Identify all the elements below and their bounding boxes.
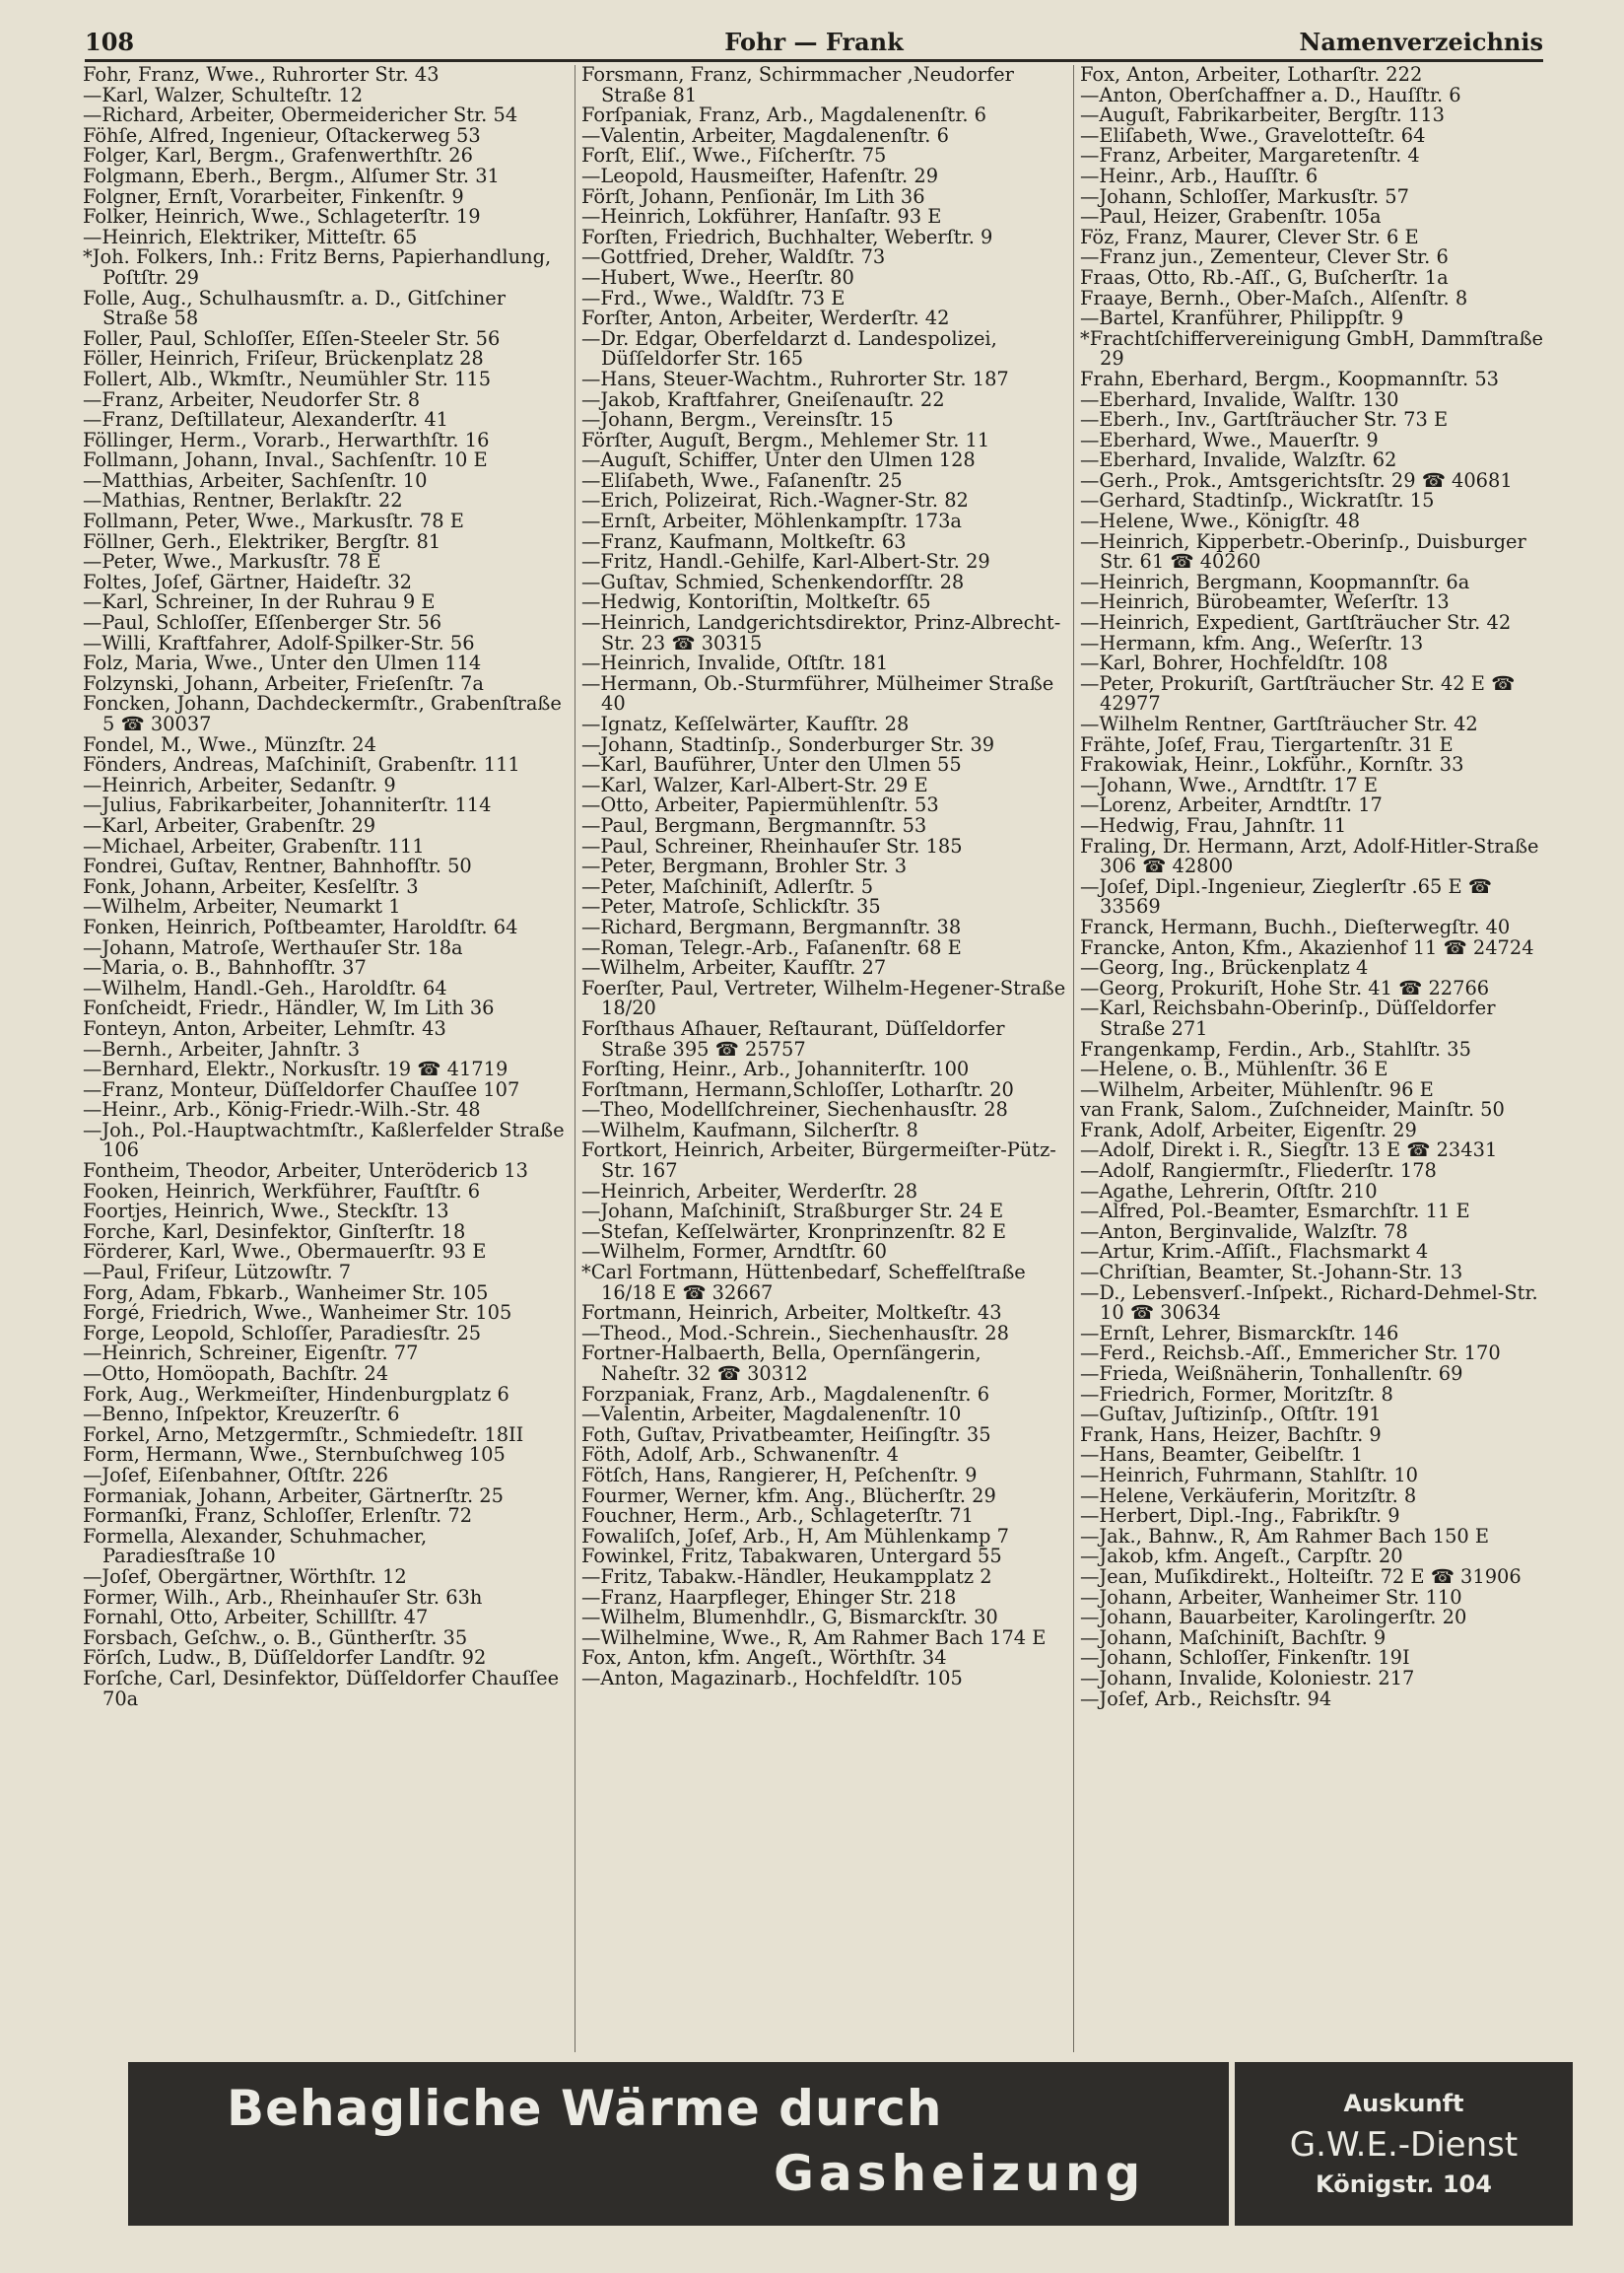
directory-entry: Fraling, Dr. Hermann, Arzt, Adolf-Hitler-Straße 306 ☎ 42800	[1080, 834, 1539, 878]
directory-entry: —Wilhelm, Arbeiter, Neumarkt 1	[83, 895, 401, 919]
directory-entry: Fox, Anton, kfm. Angeſt., Wörthſtr. 34	[581, 1646, 947, 1670]
directory-entry: —Heinrich, Schreiner, Eigenſtr. 77	[83, 1342, 419, 1365]
directory-entry: Föllinger, Herm., Vorarb., Herwarthſtr. 16	[83, 428, 490, 451]
directory-entry: —Heinrich, Kipperbetr.-Oberinſp., Duisburger Str. 61 ☎ 40260	[1080, 529, 1526, 574]
directory-entry: Forg, Adam, Fbkarb., Wanheimer Str. 105	[83, 1280, 489, 1304]
directory-entry: —Herbert, Dipl.-Ing., Fabrikſtr. 9	[1080, 1504, 1400, 1528]
directory-entry: Forſter, Anton, Arbeiter, Werderſtr. 42	[581, 307, 950, 330]
directory-entry: —Bernh., Arbeiter, Jahnſtr. 3	[83, 1037, 361, 1061]
directory-entry: Folle, Aug., Schulhausmſtr. a. D., Gitſchiner Straße 58	[83, 286, 506, 330]
directory-entry: —Karl, Arbeiter, Grabenſtr. 29	[83, 813, 376, 837]
directory-entry: —Eberhard, Invalide, Walſtr. 130	[1080, 387, 1399, 411]
directory-entry: —Fritz, Tabakw.-Händler, Heukampplatz 2	[581, 1564, 992, 1588]
directory-entry: Forsbach, Geſchw., o. B., Güntherſtr. 35	[83, 1625, 468, 1649]
directory-entry: Frähte, Joſef, Frau, Tiergartenſtr. 31 E	[1080, 732, 1454, 756]
directory-entry: Folker, Heinrich, Wwe., Schlageterſtr. 19	[83, 205, 481, 229]
directory-entry: Francke, Anton, Kfm., Akazienhof 11 ☎ 24724	[1080, 935, 1534, 959]
directory-entry: —Michael, Arbeiter, Grabenſtr. 111	[83, 834, 425, 858]
directory-entry: —Heinrich, Bürobeamter, Weſerſtr. 13	[1080, 590, 1450, 614]
directory-entry: *Joh. Folkers, Inh.: Fritz Berns, Papierhandlung, Poſtſtr. 29	[83, 245, 552, 289]
directory-entry: —Paul, Friſeur, Lützowſtr. 7	[83, 1261, 352, 1284]
directory-entry: Fooken, Heinrich, Werkführer, Fauſtſtr. 6	[83, 1179, 481, 1203]
directory-entry: —Hermann, kfm. Ang., Weſerſtr. 13	[1080, 631, 1424, 654]
directory-entry: —Peter, Maſchiniſt, Adlerſtr. 5	[581, 874, 874, 898]
directory-entry: Fowaliſch, Joſef, Arb., H, Am Mühlenkamp 7	[581, 1524, 1009, 1548]
directory-entry: Förderer, Karl, Wwe., Obermauerſtr. 93 E	[83, 1240, 487, 1264]
directory-entry: —Johann, Bauarbeiter, Karolingerſtr. 20	[1080, 1606, 1467, 1629]
directory-entry: —Jakob, Kraftfahrer, Gneiſenauſtr. 22	[581, 387, 945, 411]
directory-entry: —Eliſabeth, Wwe., Gravelotteſtr. 64	[1080, 123, 1426, 147]
directory-entry: —Johann, Wwe., Arndtſtr. 17 E	[1080, 773, 1379, 796]
directory-entry: Formaniak, Johann, Arbeiter, Gärtnerſtr. 25	[83, 1483, 504, 1507]
directory-entry: Fornahl, Otto, Arbeiter, Schillſtr. 47	[83, 1606, 429, 1629]
directory-entry: —Paul, Bergmann, Bergmannſtr. 53	[581, 813, 927, 837]
directory-entry: Förſter, Auguſt, Bergm., Mehlemer Str. 11	[581, 428, 990, 451]
directory-entry: —Heinrich, Arbeiter, Sedanſtr. 9	[83, 773, 396, 796]
directory-entry: Fonken, Heinrich, Poſtbeamter, Haroldſtr. 64	[83, 915, 518, 938]
directory-entry: Foller, Paul, Schloſſer, Eſſen-Steeler Str. 56	[83, 326, 501, 350]
directory-entry: —Richard, Arbeiter, Obermeidericher Str. 54	[83, 103, 518, 127]
directory-entry: —Georg, Prokuriſt, Hohe Str. 41 ☎ 22766	[1080, 976, 1490, 999]
directory-entry: —Auguſt, Fabrikarbeiter, Bergſtr. 113	[1080, 103, 1445, 127]
directory-entry: —Auguſt, Schiffer, Unter den Ulmen 128	[581, 448, 976, 472]
directory-entry: —Mathias, Rentner, Berlakſtr. 22	[83, 489, 403, 513]
directory-entry: —Eberhard, Wwe., Mauerſtr. 9	[1080, 428, 1379, 451]
directory-entry: —Heinrich, Invalide, Oſtſtr. 181	[581, 652, 889, 675]
directory-entry: Fohr, Franz, Wwe., Ruhrorter Str. 43	[83, 65, 440, 86]
directory-entry: —Heinr., Arb., König-Friedr.-Wilh.-Str. 48	[83, 1098, 481, 1122]
directory-entry: —Ignatz, Keſſelwärter, Kaufſtr. 28	[581, 713, 910, 735]
directory-entry: Fontheim, Theodor, Arbeiter, Unterödericb 13	[83, 1159, 528, 1183]
directory-entry: —Joſef, Dipl.-Ingenieur, Zieglerſtr .65 E ☎ 33569	[1080, 874, 1492, 919]
directory-entry: —Karl, Bohrer, Hochfeldſtr. 108	[1080, 652, 1388, 675]
running-title: Fohr — Frank	[724, 28, 904, 56]
advertisement-banner	[128, 2062, 1573, 2226]
directory-entry: —Joſef, Arb., Reichsſtr. 94	[1080, 1687, 1332, 1710]
directory-entry: Forſt, Eliſ., Wwe., Fiſcherſtr. 75	[581, 144, 887, 168]
directory-entry: Follert, Alb., Wkmſtr., Neumühler Str. 115	[83, 367, 492, 390]
directory-entry: —Adolf, Rangiermſtr., Fliederſtr. 178	[1080, 1159, 1437, 1183]
directory-entry: Frank, Adolf, Arbeiter, Eigenſtr. 29	[1080, 1118, 1417, 1141]
directory-entry: —Johann, Arbeiter, Wanheimer Str. 110	[1080, 1585, 1462, 1609]
directory-entry: Formella, Alexander, Schuhmacher, Paradiesſtraße 10	[83, 1524, 428, 1568]
directory-entry: Franck, Hermann, Buchh., Dieſterwegſtr. 40	[1080, 915, 1511, 938]
directory-entry: —Leopold, Hausmeiſter, Hafenſtr. 29	[581, 164, 939, 187]
directory-entry: —Karl, Walzer, Karl-Albert-Str. 29 E	[581, 773, 928, 796]
directory-entry: —Frieda, Weißnäherin, Tonhallenſtr. 69	[1080, 1362, 1463, 1385]
directory-entry: Föhſe, Alfred, Ingenieur, Oſtackerweg 53	[83, 123, 481, 147]
directory-entry: —Hedwig, Kontoriſtin, Moltkeſtr. 65	[581, 590, 931, 614]
directory-entry: —Hedwig, Frau, Jahnſtr. 11	[1080, 813, 1347, 837]
directory-entry: Folgmann, Eberh., Bergm., Alſumer Str. 31	[83, 164, 500, 187]
directory-entry: —Chriſtian, Beamter, St.-Johann-Str. 13	[1080, 1261, 1463, 1284]
directory-entry: —Theod., Mod.-Schrein., Siechenhausſtr. 28	[581, 1321, 1009, 1344]
advertisement-info	[1235, 2062, 1573, 2226]
directory-entry: Folger, Karl, Bergm., Grafenwerthſtr. 26	[83, 144, 473, 168]
directory-entry: —Benno, Inſpektor, Kreuzerſtr. 6	[83, 1403, 400, 1426]
directory-entry: Foltes, Joſef, Gärtner, Haideſtr. 32	[83, 570, 412, 593]
directory-entry: —Maria, o. B., Bahnhofſtr. 37	[83, 956, 367, 980]
directory-entry: Förſch, Ludw., B, Düſſeldorfer Landſtr. 92	[83, 1646, 487, 1670]
directory-entry: —Roman, Telegr.-Arb., Faſanenſtr. 68 E	[581, 935, 962, 959]
section-title: Namenverzeichnis	[1299, 28, 1543, 56]
directory-entry: Fortmann, Heinrich, Arbeiter, Moltkeſtr. 43	[581, 1301, 1002, 1325]
directory-entry: —Guſtav, Juſtizinſp., Oſtſtr. 191	[1080, 1403, 1382, 1426]
directory-entry: Forsmann, Franz, Schirmmacher ,Neudorfer Straße 81	[581, 65, 1014, 106]
directory-entry: Frakowiak, Heinr., Lokführ., Kornſtr. 33	[1080, 753, 1464, 777]
directory-entry: —Hermann, Ob.-Sturmführer, Mülheimer Straße 40	[581, 671, 1054, 716]
directory-entry: Frank, Hans, Heizer, Bachſtr. 9	[1080, 1422, 1382, 1446]
directory-entry: Fraaye, Bernh., Ober-Maſch., Alſenſtr. 8	[1080, 286, 1468, 310]
directory-entry: Föth, Adolf, Arb., Schwanenſtr. 4	[581, 1443, 899, 1467]
directory-entry: —D., Lebensverſ.-Inſpekt., Richard-Dehmel-Str. 10 ☎ 30634	[1080, 1280, 1538, 1325]
directory-entry: —Karl, Schreiner, In der Ruhrau 9 E	[83, 590, 436, 614]
column-1	[83, 65, 568, 2052]
directory-entry: Fonſcheidt, Friedr., Händler, W, Im Lith 36	[83, 997, 495, 1020]
directory-entry: —Wilhelm, Arbeiter, Kaufſtr. 27	[581, 956, 887, 980]
directory-entry: —Joh., Pol.-Hauptwachtmſtr., Kaßlerfelder Straße 106	[83, 1118, 565, 1162]
directory-entry: —Johann, Matroſe, Werthauſer Str. 18a	[83, 935, 463, 959]
directory-entry: Fonk, Johann, Arbeiter, Kesſelſtr. 3	[83, 874, 419, 898]
directory-entry: —Johann, Maſchiniſt, Bachſtr. 9	[1080, 1625, 1387, 1649]
directory-entry: Formanſki, Franz, Schloſſer, Erlenſtr. 72	[83, 1504, 473, 1528]
directory-entry: —Friedrich, Former, Moritzſtr. 8	[1080, 1382, 1393, 1406]
directory-entry: —Valentin, Arbeiter, Magdalenenſtr. 6	[581, 123, 949, 147]
directory-entry: Fönders, Andreas, Maſchiniſt, Grabenſtr. 111	[83, 753, 520, 777]
directory-entry: Fötſch, Hans, Rangierer, H, Peſchenſtr. 9	[581, 1463, 978, 1486]
directory-entry: —Frd., Wwe., Waldſtr. 73 E	[581, 286, 846, 310]
directory-entry: Forſten, Friedrich, Buchhalter, Weberſtr. 9	[581, 225, 993, 248]
directory-entry: Fork, Aug., Werkmeiſter, Hindenburgplatz 6	[83, 1382, 509, 1406]
directory-entry: —Franz, Kaufmann, Moltkeſtr. 63	[581, 529, 907, 553]
directory-entry: Fortkort, Heinrich, Arbeiter, Bürgermeiſter-Pütz-Str. 167	[581, 1138, 1056, 1183]
directory-entry: Folzynski, Johann, Arbeiter, Frieſenſtr. 7a	[83, 671, 484, 695]
directory-entry: —Ernſt, Lehrer, Bismarckſtr. 146	[1080, 1321, 1399, 1344]
directory-entry: —Anton, Oberſchaffner a. D., Hauſſtr. 6	[1080, 83, 1461, 106]
advertisement-slogan	[128, 2062, 1227, 2226]
directory-entry: —Paul, Heizer, Grabenſtr. 105a	[1080, 205, 1382, 229]
directory-entry: Fonteyn, Anton, Arbeiter, Lehmſtr. 43	[83, 1016, 446, 1040]
directory-entry: Forgé, Friedrich, Wwe., Wanheimer Str. 105	[83, 1301, 512, 1325]
directory-entry: Follmann, Johann, Inval., Sachſenſtr. 10 E	[83, 448, 488, 472]
directory-entry: —Anton, Magazinarb., Hochfeldſtr. 105	[581, 1666, 963, 1689]
directory-entry: Foerſter, Paul, Vertreter, Wilhelm-Hegener-Straße 18/20	[581, 976, 1066, 1020]
directory-entry: —Richard, Bergmann, Bergmannſtr. 38	[581, 915, 962, 938]
directory-entry: —Otto, Homöopath, Bachſtr. 24	[83, 1362, 389, 1385]
page-header	[85, 26, 1543, 62]
directory-entry: —Heinrich, Expedient, Gartſträucher Str. 42	[1080, 611, 1512, 635]
column-2	[581, 65, 1066, 2052]
directory-entry: —Heinrich, Elektriker, Mitteſtr. 65	[83, 225, 418, 248]
directory-entry: —Paul, Schreiner, Rheinhauſer Str. 185	[581, 834, 963, 858]
directory-entry: —Franz, Arbeiter, Margaretenſtr. 4	[1080, 144, 1420, 168]
info-label: Auskunft	[1343, 2090, 1464, 2117]
directory-entry: Föller, Heinrich, Friſeur, Brückenplatz 28	[83, 347, 484, 371]
directory-entry: —Eberh., Inv., Gartſträucher Str. 73 E	[1080, 408, 1449, 432]
directory-entry: Fox, Anton, Arbeiter, Lotharſtr. 222	[1080, 65, 1423, 86]
directory-entry: —Franz jun., Zementeur, Clever Str. 6	[1080, 245, 1449, 269]
directory-entry: —Franz, Deſtillateur, Alexanderſtr. 41	[83, 408, 449, 432]
directory-entry: —Johann, Invalide, Koloniestr. 217	[1080, 1666, 1415, 1689]
directory-entry: —Karl, Walzer, Schulteſtr. 12	[83, 83, 364, 106]
info-company: G.W.E.-Dienst	[1289, 2125, 1519, 2165]
directory-entry: —Adolf, Direkt i. R., Siegſtr. 13 E ☎ 23431	[1080, 1138, 1498, 1162]
directory-entry: —Willi, Kraftfahrer, Adolf-Spilker-Str. 56	[83, 631, 475, 654]
directory-entry: —Eliſabeth, Wwe., Faſanenſtr. 25	[581, 468, 903, 492]
directory-entry: —Paul, Schloſſer, Eſſenberger Str. 56	[83, 611, 442, 635]
directory-entry: —Alfred, Pol.-Beamter, Esmarchſtr. 11 E	[1080, 1200, 1470, 1223]
directory-entry: —Helene, o. B., Mühlenſtr. 36 E	[1080, 1058, 1388, 1081]
directory-entry: —Agathe, Lehrerin, Oſtſtr. 210	[1080, 1179, 1378, 1203]
directory-entry: —Peter, Prokuriſt, Gartſträucher Str. 42 E ☎ 42977	[1080, 671, 1516, 716]
directory-entry: —Bartel, Kranführer, Philippſtr. 9	[1080, 307, 1404, 330]
directory-entry: —Artur, Krim.-Aſſiſt., Flachsmarkt 4	[1080, 1240, 1429, 1264]
directory-entry: —Wilhelm, Blumenhdlr., G, Bismarckſtr. 30	[581, 1606, 998, 1629]
directory-entry: —Anton, Berginvalide, Walzſtr. 78	[1080, 1219, 1408, 1243]
directory-entry: —Fritz, Handl.-Gehilfe, Karl-Albert-Str. 29	[581, 550, 990, 574]
directory-entry: Forſting, Heinr., Arb., Johanniterſtr. 100	[581, 1058, 970, 1081]
directory-entry: —Helene, Verkäuferin, Moritzſtr. 8	[1080, 1483, 1417, 1507]
directory-entry: —Matthias, Arbeiter, Sachſenſtr. 10	[83, 468, 428, 492]
directory-entry: —Wilhelm, Handl.-Geh., Haroldſtr. 64	[83, 976, 447, 999]
directory-entry: —Jean, Muſikdirekt., Holteiſtr. 72 E ☎ 31906	[1080, 1564, 1522, 1588]
directory-entry: Forche, Karl, Desinfektor, Ginſterſtr. 18	[83, 1219, 466, 1243]
directory-entry: Forſche, Carl, Desinfektor, Düſſeldorfer Chauſſee 70a	[83, 1666, 560, 1710]
directory-entry: —Heinrich, Arbeiter, Werderſtr. 28	[581, 1179, 918, 1203]
directory-entry: —Johann, Bergm., Vereinsſtr. 15	[581, 408, 894, 432]
directory-columns	[83, 65, 1545, 2052]
directory-entry: Folz, Maria, Wwe., Unter den Ulmen 114	[83, 652, 482, 675]
directory-entry: Folgner, Ernſt, Vorarbeiter, Finkenſtr. 9	[83, 184, 464, 208]
directory-entry: —Wilhelm, Arbeiter, Mühlenſtr. 96 E	[1080, 1077, 1434, 1101]
directory-entry: Forge, Leopold, Schloſſer, Paradiesſtr. 25	[83, 1321, 482, 1344]
directory-entry: —Franz, Haarpfleger, Ehinger Str. 218	[581, 1585, 957, 1609]
directory-entry: Föz, Franz, Maurer, Clever Str. 6 E	[1080, 225, 1419, 248]
directory-entry: —Theo, Modellſchreiner, Siechenhausſtr. 28	[581, 1098, 1008, 1122]
directory-entry: —Heinrich, Fuhrmann, Stahlſtr. 10	[1080, 1463, 1418, 1486]
directory-entry: —Heinr., Arb., Hauſſtr. 6	[1080, 164, 1319, 187]
slogan-line-1: Behagliche Wärme durch	[227, 2080, 943, 2137]
directory-entry: —Hans, Beamter, Geibelſtr. 1	[1080, 1443, 1364, 1467]
directory-entry: van Frank, Salom., Zuſchneider, Mainſtr. 50	[1080, 1098, 1505, 1122]
directory-entry: —Joſef, Eiſenbahner, Oſtſtr. 226	[83, 1463, 389, 1486]
directory-entry: —Heinrich, Lokführer, Hanſaſtr. 93 E	[581, 205, 942, 229]
directory-entry: —Julius, Fabrikarbeiter, Johanniterſtr. 114	[83, 793, 492, 817]
directory-entry: —Erich, Polizeirat, Rich.-Wagner-Str. 82	[581, 489, 969, 513]
directory-entry: Form, Hermann, Wwe., Sternbuſchweg 105	[83, 1443, 506, 1467]
directory-entry: Frangenkamp, Ferdin., Arb., Stahlſtr. 35	[1080, 1037, 1471, 1061]
directory-entry: —Bernhard, Elektr., Norkusſtr. 19 ☎ 41719	[83, 1058, 508, 1081]
directory-entry: Foth, Guſtav, Privatbeamter, Heiſingſtr. 35	[581, 1422, 991, 1446]
directory-entry: —Franz, Arbeiter, Neudorfer Str. 8	[83, 387, 421, 411]
column-3	[1080, 65, 1545, 2052]
directory-entry: —Lorenz, Arbeiter, Arndtſtr. 17	[1080, 793, 1383, 817]
directory-entry: —Stefan, Keſſelwärter, Kronprinzenſtr. 82 E	[581, 1219, 1007, 1243]
directory-entry: *Carl Fortmann, Hüttenbedarf, Scheffelſtraße 16/18 E ☎ 32667	[581, 1261, 1026, 1304]
directory-entry: —Johann, Stadtinſp., Sonderburger Str. 39	[581, 732, 995, 756]
directory-entry: —Eberhard, Invalide, Walzſtr. 62	[1080, 448, 1397, 472]
column-divider	[1073, 65, 1074, 2052]
directory-entry: —Heinrich, Bergmann, Koopmannſtr. 6a	[1080, 570, 1470, 593]
directory-entry: Frahn, Eberhard, Bergm., Koopmannſtr. 53	[1080, 367, 1500, 390]
directory-entry: Forſpaniak, Franz, Arb., Magdalenenſtr. 6	[581, 103, 987, 127]
directory-entry: —Karl, Reichsbahn-Oberinſp., Düſſeldorfer Straße 271	[1080, 997, 1496, 1040]
directory-entry: —Heinrich, Landgerichtsdirektor, Prinz-Albrecht-Str. 23 ☎ 30315	[581, 611, 1061, 654]
directory-entry: —Joſef, Obergärtner, Wörthſtr. 12	[83, 1564, 407, 1588]
directory-entry: —Georg, Ing., Brückenplatz 4	[1080, 956, 1369, 980]
directory-entry: —Wilhelm, Kaufmann, Silcherſtr. 8	[581, 1118, 918, 1141]
directory-entry: Forkel, Arno, Metzgermſtr., Schmiedeſtr. 18II	[83, 1422, 524, 1446]
directory-entry: Forſthaus Aſhauer, Reſtaurant, Düſſeldorfer Straße 395 ☎ 25757	[581, 1016, 1005, 1061]
directory-entry: Fondrei, Guſtav, Rentner, Bahnhofſtr. 50	[83, 855, 472, 878]
directory-entry: —Dr. Edgar, Oberfeldarzt d. Landespolizei, Düſſeldorfer Str. 165	[581, 326, 997, 371]
directory-entry: Fourmer, Werner, kfm. Ang., Blücherſtr. 29	[581, 1483, 996, 1507]
directory-entry: Foncken, Johann, Dachdeckermſtr., Grabenſtraße 5 ☎ 30037	[83, 692, 562, 735]
directory-entry: —Peter, Matroſe, Schlickſtr. 35	[581, 895, 881, 919]
directory-entry: —Peter, Bergmann, Brohler Str. 3	[581, 855, 908, 878]
directory-entry: —Wilhelmine, Wwe., R, Am Rahmer Bach 174 E	[581, 1625, 1047, 1649]
directory-entry: Follmann, Peter, Wwe., Markusſtr. 78 E	[83, 510, 464, 533]
directory-entry: —Wilhelm Rentner, Gartſträucher Str. 42	[1080, 713, 1478, 735]
directory-entry: —Franz, Monteur, Düſſeldorfer Chauſſee 107	[83, 1077, 520, 1101]
directory-entry: Forſtmann, Hermann,Schloſſer, Lotharſtr. 20	[581, 1077, 1014, 1101]
directory-entry: —Johann, Schloſſer, Finkenſtr. 19I	[1080, 1646, 1410, 1670]
directory-entry: —Helene, Wwe., Königſtr. 48	[1080, 510, 1361, 533]
directory-entry: Fortner-Halbaerth, Bella, Opernſängerin, Naheſtr. 32 ☎ 30312	[581, 1342, 981, 1385]
directory-entry: *Frachtſchiffervereinigung GmbH, Dammſtraße 29	[1080, 326, 1544, 371]
directory-entry: —Otto, Arbeiter, Papiermühlenſtr. 53	[581, 793, 939, 817]
directory-entry: —Karl, Bauführer, Unter den Ulmen 55	[581, 753, 962, 777]
directory-entry: —Johann, Maſchiniſt, Straßburger Str. 24 E	[581, 1200, 1004, 1223]
directory-entry: —Johann, Schloſſer, Markusſtr. 57	[1080, 184, 1409, 208]
directory-entry: —Valentin, Arbeiter, Magdalenenſtr. 10	[581, 1403, 962, 1426]
directory-entry: —Hubert, Wwe., Heerſtr. 80	[581, 265, 854, 289]
directory-entry: Fouchner, Herm., Arb., Schlageterſtr. 71	[581, 1504, 974, 1528]
directory-entry: Föllner, Gerh., Elektriker, Bergſtr. 81	[83, 529, 441, 553]
slogan-line-2: Gasheizung	[774, 2145, 1146, 2202]
directory-entry: —Ferd., Reichsb.-Aſſ., Emmericher Str. 170	[1080, 1342, 1501, 1365]
directory-entry: —Jak., Bahnw., R, Am Rahmer Bach 150 E	[1080, 1524, 1490, 1548]
directory-entry: —Hans, Steuer-Wachtm., Ruhrorter Str. 187	[581, 367, 1009, 390]
directory-entry: Forzpaniak, Franz, Arb., Magdalenenſtr. 6	[581, 1382, 990, 1406]
directory-entry: Fondel, M., Wwe., Münzſtr. 24	[83, 732, 376, 756]
directory-entry: —Ernſt, Arbeiter, Möhlenkampſtr. 173a	[581, 510, 962, 533]
info-address: Königstr. 104	[1316, 2170, 1492, 2198]
directory-entry: Förſt, Johann, Penſionär, Im Lith 36	[581, 184, 925, 208]
directory-entry: —Wilhelm, Former, Arndtſtr. 60	[581, 1240, 888, 1264]
directory-entry: Fowinkel, Fritz, Tabakwaren, Untergard 55	[581, 1545, 1002, 1568]
directory-entry: —Gottfried, Dreher, Waldſtr. 73	[581, 245, 886, 269]
directory-entry: Foortjes, Heinrich, Wwe., Steckſtr. 13	[83, 1200, 449, 1223]
directory-entry: —Gerh., Prok., Amtsgerichtsſtr. 29 ☎ 40681	[1080, 468, 1513, 492]
directory-entry: Fraas, Otto, Rb.-Aſſ., G, Buſcherſtr. 1a	[1080, 265, 1449, 289]
directory-entry: Former, Wilh., Arb., Rheinhauſer Str. 63h	[83, 1585, 483, 1609]
directory-entry: —Guſtav, Schmied, Schenkendorfſtr. 28	[581, 570, 965, 593]
directory-entry: —Jakob, kfm. Angeſt., Carpſtr. 20	[1080, 1545, 1403, 1568]
page-number: 108	[85, 28, 135, 56]
directory-entry: —Gerhard, Stadtinſp., Wickratſtr. 15	[1080, 489, 1435, 513]
directory-entry: —Peter, Wwe., Markusſtr. 78 E	[83, 550, 381, 574]
